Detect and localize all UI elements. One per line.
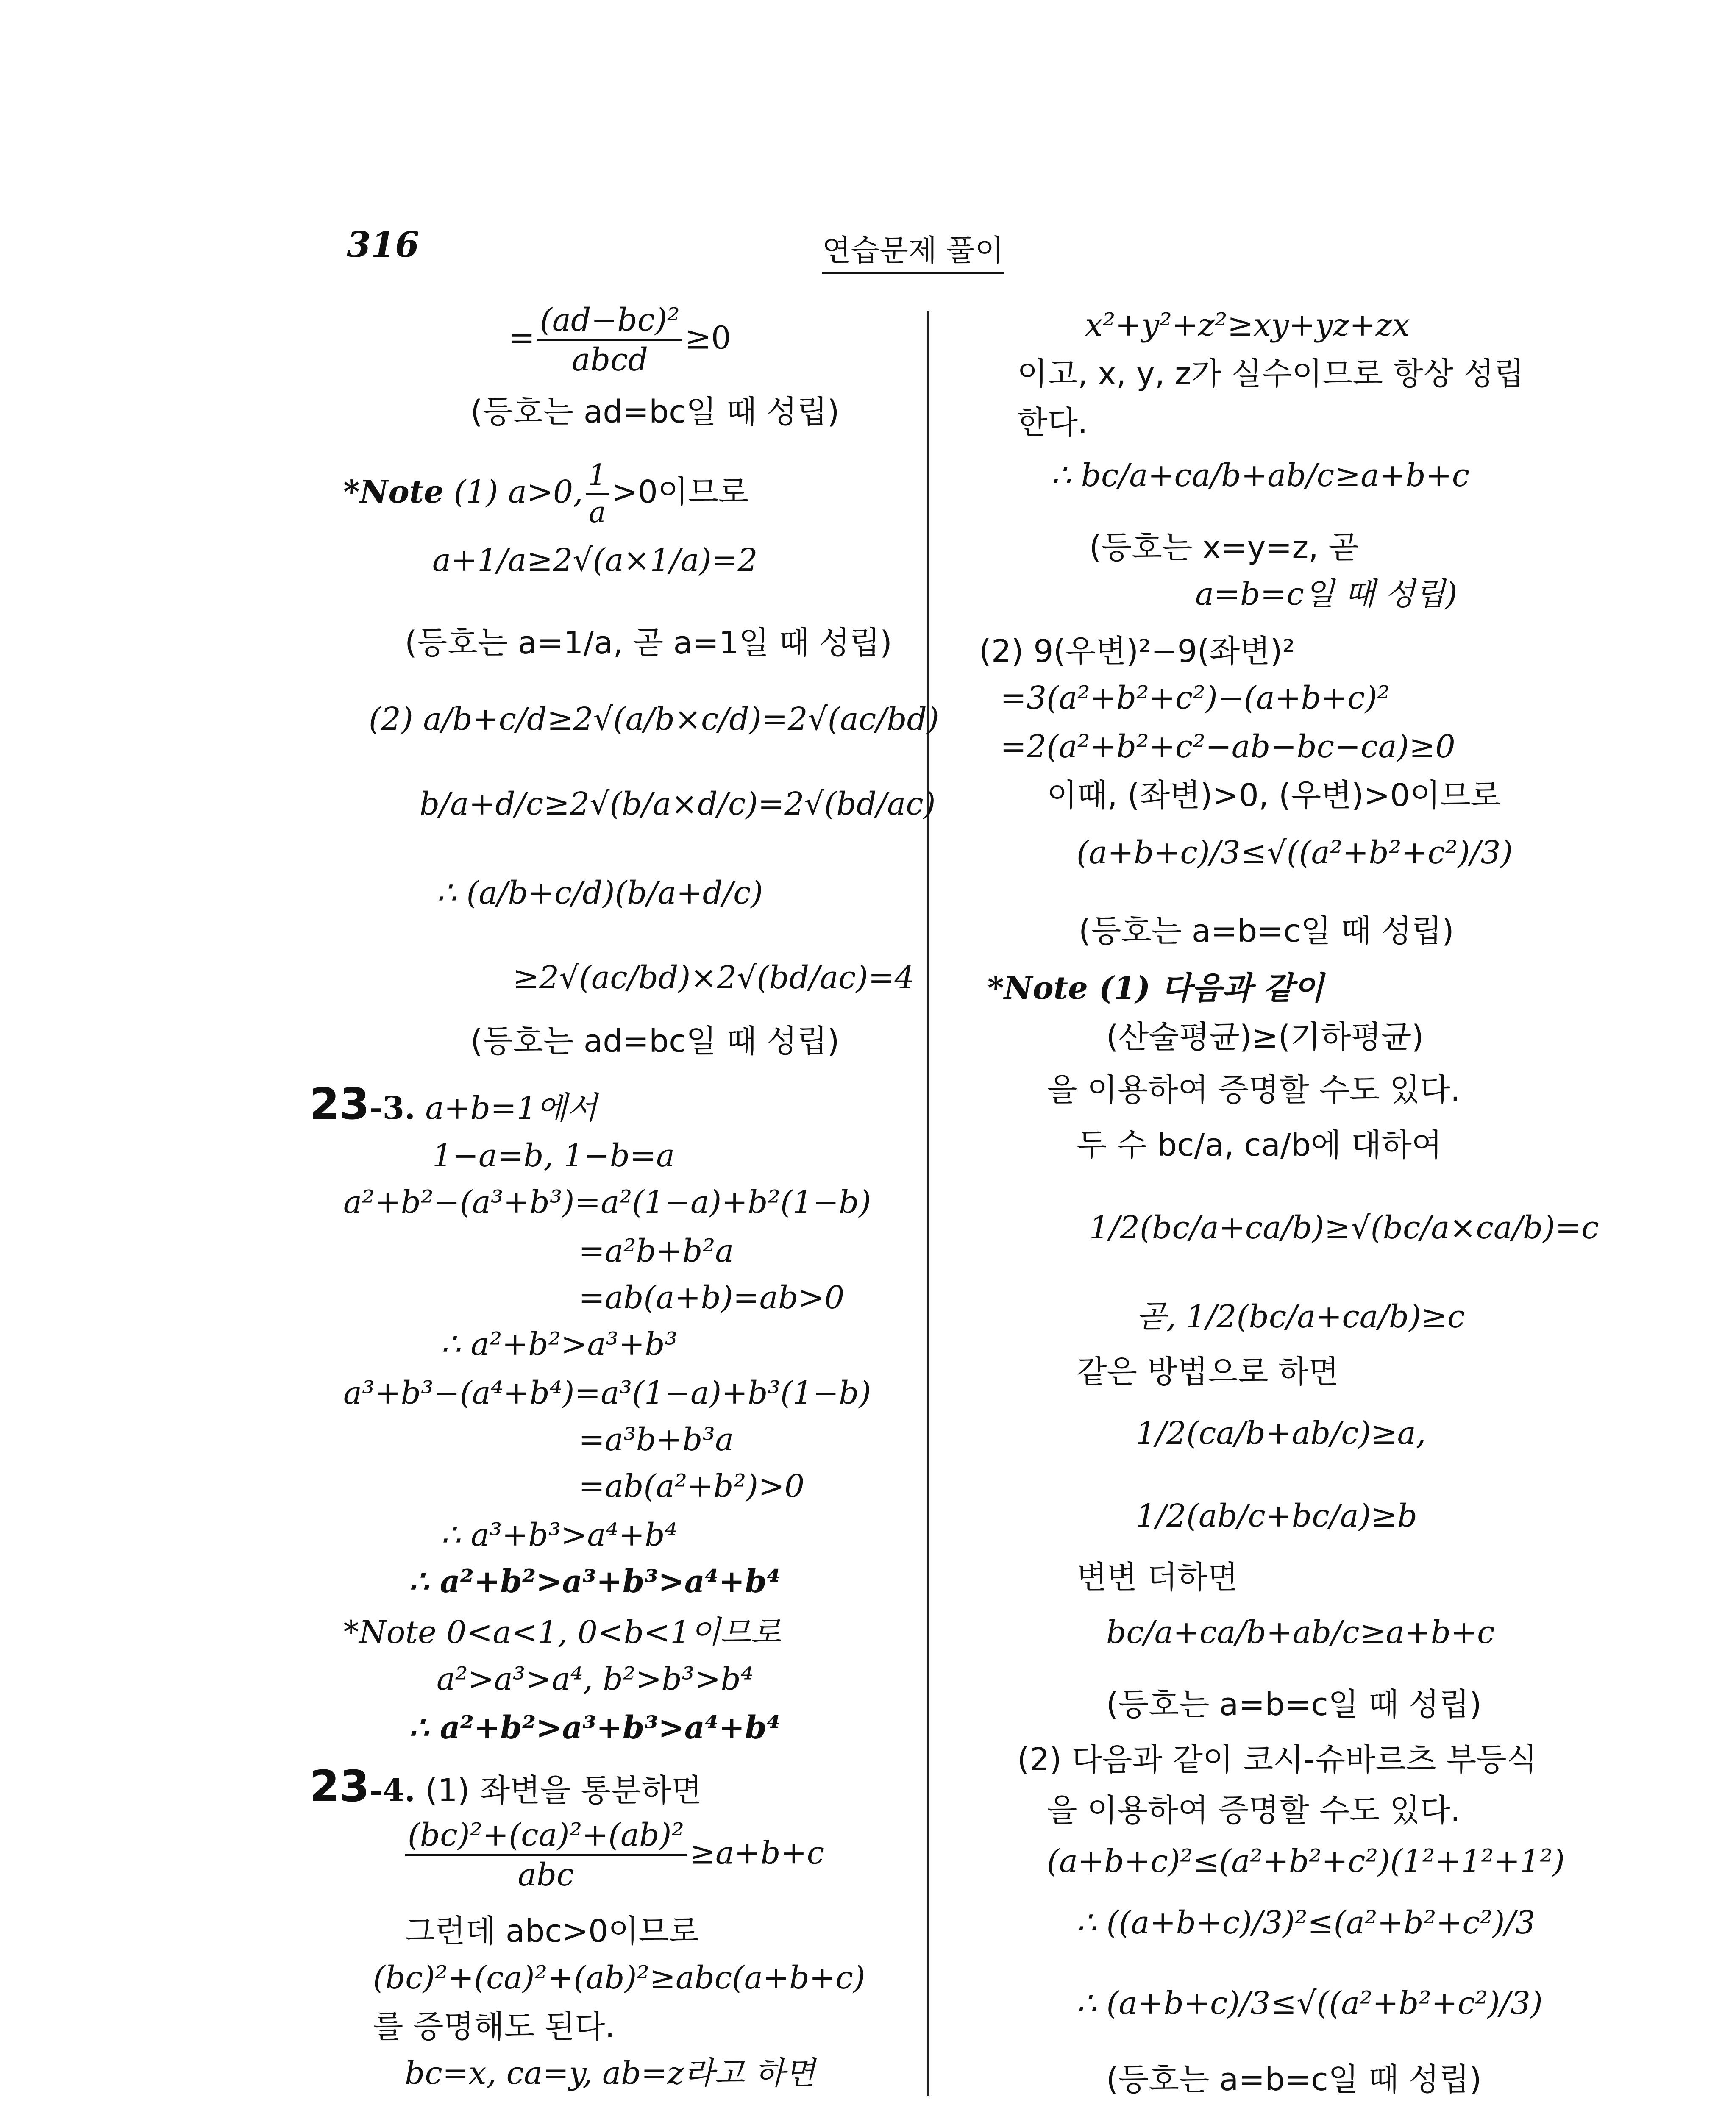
r-line-19: 같은 방법으로 하면 — [1077, 1354, 1339, 1390]
note-1: *Note (1) a>0, $\frac{1}{a}$ >0이므로 — [343, 459, 749, 529]
p3-line-8: =ab(a²+b²)>0 — [579, 1468, 805, 1504]
p4-line-4: 를 증명해도 된다. — [373, 2008, 615, 2045]
r-line-10: 이때, (좌변)>0, (우변)>0이므로 — [1047, 777, 1501, 814]
page-header-title: 연습문제 풀이 — [822, 227, 1004, 274]
p3-line-10: ∴ a²+b²>a³+b³>a⁴+b⁴ — [409, 1563, 781, 1600]
r-line-3: 한다. — [1017, 404, 1088, 441]
p4-fraction: (bc)²+(ca)²+(ab)² abc ≥a+b+c — [403, 1818, 824, 1893]
column-divider — [927, 311, 929, 2096]
r-line-22: 변변 더하면 — [1077, 1559, 1238, 1596]
r-line-28: ∴ ((a+b+c)/3)²≤(a²+b²+c²)/3 — [1077, 1905, 1536, 1941]
amgm-line: a+1/a≥2√(a×1/a)=2 — [432, 542, 758, 578]
p3-line-2: a²+b²−(a³+b³)=a²(1−a)+b²(1−b) — [343, 1184, 871, 1221]
amgm-condition: (등호는 a=1/a, 곧 a=1일 때 성립) — [405, 625, 892, 661]
p3-note-3: ∴ a²+b²>a³+b³>a⁴+b⁴ — [409, 1710, 781, 1746]
r-line-29: ∴ (a+b+c)/3≤√((a²+b²+c²)/3) — [1077, 1985, 1543, 2022]
p3-line-4: =ab(a+b)=ab>0 — [579, 1279, 845, 1316]
r-line-23: bc/a+ca/b+ab/c≥a+b+c — [1106, 1614, 1495, 1651]
note-2-line-4: ≥2√(ac/bd)×2√(bd/ac)=4 — [513, 959, 915, 996]
p3-line-7: =a³b+b³a — [579, 1421, 734, 1458]
problem-23-4-heading: 23-4. (1) 좌변을 통분하면 — [309, 1761, 702, 1812]
page-number: 316 — [347, 225, 420, 265]
r-line-7: (2) 9(우변)²−9(좌변)² — [979, 633, 1295, 670]
r-line-18: 곧, 1/2(bc/a+ca/b)≥c — [1136, 1299, 1465, 1335]
p3-line-9: ∴ a³+b³>a⁴+b⁴ — [441, 1517, 678, 1553]
r-line-15: 을 이용하여 증명할 수도 있다. — [1047, 1072, 1461, 1108]
p3-note: *Note 0<a<1, 0<b<1이므로 — [343, 1614, 781, 1651]
p3-line-6: a³+b³−(a⁴+b⁴)=a³(1−a)+b³(1−b) — [343, 1375, 871, 1411]
r-line-25: (2) 다음과 같이 코시-슈바르츠 부등식 — [1017, 1741, 1537, 1778]
r-line-1: x²+y²+z²≥xy+yz+zx — [1085, 307, 1410, 343]
p3-line-3: =a²b+b²a — [579, 1233, 734, 1269]
p4-line-2: 그런데 abc>0이므로 — [405, 1913, 699, 1949]
r-line-5: (등호는 x=y=z, 곧 — [1089, 529, 1359, 566]
r-line-21: 1/2(ab/c+bc/a)≥b — [1136, 1498, 1417, 1534]
p4-line-5: bc=x, ca=y, ab=z라고 하면 — [405, 2055, 815, 2091]
eq-fraction: = (ad−bc)² abcd ≥0 — [509, 302, 731, 378]
r-line-13: *Note (1) 다음과 같이 — [988, 970, 1324, 1007]
r-line-26: 을 이용하여 증명할 수도 있다. — [1047, 1792, 1461, 1829]
r-line-20: 1/2(ca/b+ab/c)≥a, — [1136, 1415, 1426, 1452]
r-line-14: (산술평균)≥(기하평균) — [1106, 1019, 1424, 1055]
note-2-line-2: b/a+d/c≥2√(b/a×d/c)=2√(bd/ac) — [420, 786, 936, 822]
problem-23-3-heading: 23-3. a+b=1에서 — [309, 1079, 597, 1129]
r-line-17: 1/2(bc/a+ca/b)≥√(bc/a×ca/b)=c — [1089, 1210, 1599, 1246]
r-line-6: a=b=c일 때 성립) — [1195, 576, 1458, 612]
r-line-11: (a+b+c)/3≤√((a²+b²+c²)/3) — [1077, 834, 1513, 871]
r-line-12: (등호는 a=b=c일 때 성립) — [1079, 913, 1454, 949]
r-line-2: 이고, x, y, z가 실수이므로 항상 성립 — [1017, 356, 1524, 392]
r-line-8: =3(a²+b²+c²)−(a+b+c)² — [1000, 680, 1390, 716]
p3-line-5: ∴ a²+b²>a³+b³ — [441, 1326, 678, 1363]
p3-note-2: a²>a³>a⁴, b²>b³>b⁴ — [437, 1661, 754, 1697]
r-line-30: (등호는 a=b=c일 때 성립) — [1106, 2061, 1482, 2098]
note-2-line-3: ∴ (a/b+c/d)(b/a+d/c) — [437, 875, 763, 911]
r-line-9: =2(a²+b²+c²−ab−bc−ca)≥0 — [1000, 729, 1455, 765]
p4-line-3: (bc)²+(ca)²+(ab)²≥abc(a+b+c) — [373, 1960, 865, 1996]
p3-line-1: 1−a=b, 1−b=a — [432, 1137, 675, 1174]
r-line-16: 두 수 bc/a, ca/b에 대하여 — [1077, 1127, 1442, 1163]
equality-condition: (등호는 ad=bc일 때 성립) — [470, 394, 840, 430]
note-2-condition: (등호는 ad=bc일 때 성립) — [470, 1023, 840, 1060]
note-2-line-1: (2) a/b+c/d≥2√(a/b×c/d)=2√(ac/bd) — [369, 701, 939, 737]
r-line-24: (등호는 a=b=c일 때 성립) — [1106, 1686, 1482, 1723]
r-line-27: (a+b+c)²≤(a²+b²+c²)(1²+1²+1²) — [1047, 1843, 1565, 1880]
r-line-4: ∴ bc/a+ca/b+ab/c≥a+b+c — [1051, 457, 1470, 494]
